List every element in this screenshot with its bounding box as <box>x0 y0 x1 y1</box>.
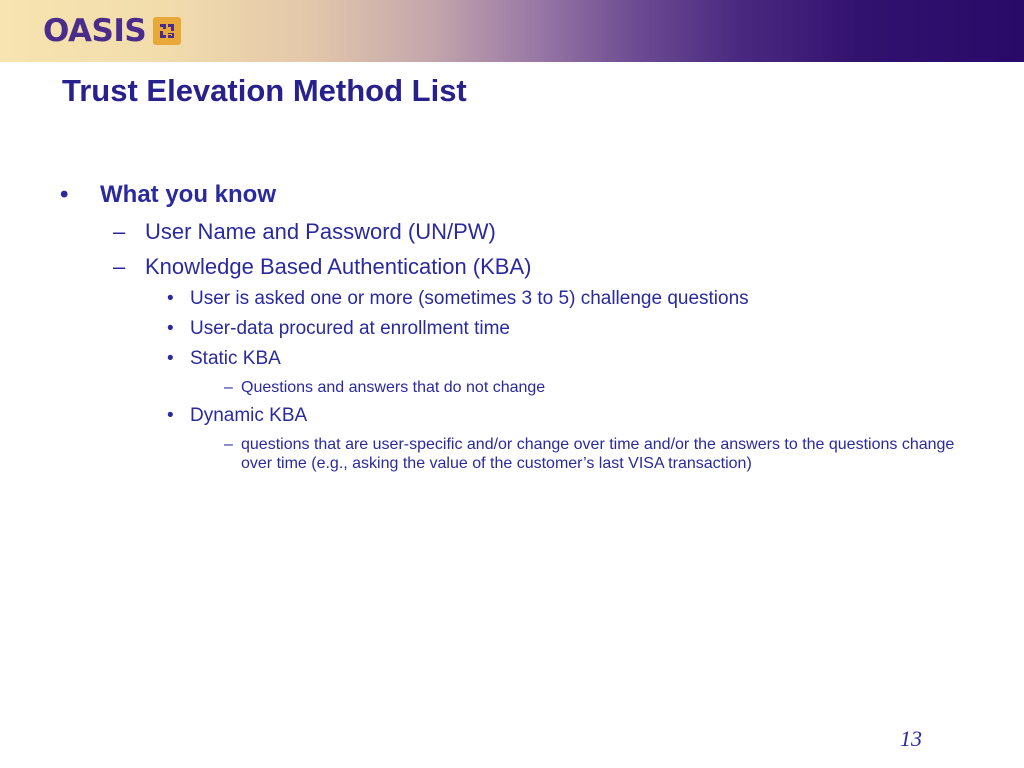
bullet-kba: Knowledge Based Authentication (KBA) <box>145 254 532 279</box>
dash-marker: – <box>224 379 233 396</box>
page-number: 13 <box>900 726 922 751</box>
bullet-dynamic-kba-detail: questions that are user-specific and/or change over time and/or the answers to the questions change over time (e.g., asking the value of the customer’s last VISA transaction) <box>241 436 955 472</box>
slide-title: Trust Elevation Method List <box>62 73 467 108</box>
header-banner <box>0 0 1024 62</box>
bullet-marker: • <box>167 288 174 309</box>
dash-marker: – <box>113 219 126 244</box>
bullet-marker: • <box>167 405 174 426</box>
logo-text: OASIS <box>43 13 147 49</box>
dash-marker: – <box>113 254 126 279</box>
bullet-marker: • <box>167 348 174 369</box>
dash-marker: – <box>224 436 233 453</box>
bullet-kba-asked: User is asked one or more (sometimes 3 to 5) challenge questions <box>190 288 749 309</box>
oasis-logo <box>43 11 182 51</box>
bullet-static-kba-detail: Questions and answers that do not change <box>241 379 546 396</box>
bullet-marker: • <box>167 318 174 339</box>
bullet-marker: • <box>60 181 69 208</box>
bullet-kba-procured: User-data procured at enrollment time <box>190 318 510 339</box>
bullet-dynamic-kba: Dynamic KBA <box>190 405 308 426</box>
bullet-what-you-know: What you know <box>100 181 276 208</box>
bullet-static-kba: Static KBA <box>190 348 281 369</box>
oasis-logo-mark-icon <box>152 16 182 46</box>
bullet-un-pw: User Name and Password (UN/PW) <box>145 219 496 244</box>
